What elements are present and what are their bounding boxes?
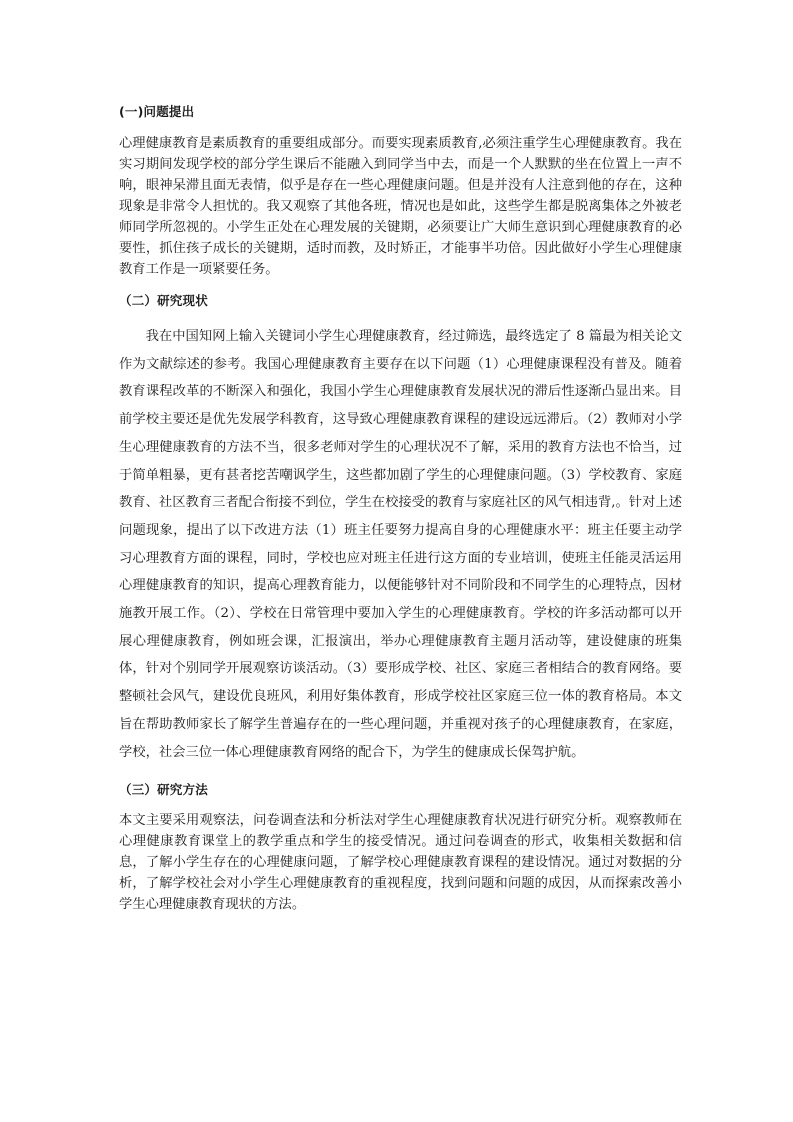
section-body-research-method: 本文主要采用观察法，问卷调查法和分析法对学生心理健康教育状况进行研究分析。观察教师在心理健康教育课堂上的教学重点和学生的接受情况。通过问卷调查的形式，收集相关数据和信息，了解小学生存在的心理健康问题，了解学校心理健康教育课程的建设情况。通过对数据的分析，了解学校社会对小学生心理健康教育的重视程度，找到问题和问题的成因，从而探索改善小学生心理健康教育现状的方法。 — [119, 813, 682, 913]
section-heading-problem: (一)问题提出 — [119, 104, 195, 119]
section-body-research-status: 我在中国知网上输入关键词小学生心理健康教育，经过筛选，最终选定了 8 篇最为相关论文作为文献综述的参考。我国心理健康教育主要存在以下问题（1）心理健康课程没有普及。随着教育课程改革的不断深入和强化，我国小学生心理健康教育发展状况的滞后性逐渐凸显出来。目前学校主要还是优先发展学科教育，这导致心理健康教育课程的建设远远滞后。（2）教师对小学生心理健康教育的方法不当，很多老师对学生的心理状况不了解，采用的教育方法也不恰当，过于简单粗暴，更有甚者挖苦嘲讽学生，这些都加剧了学生的心理健康问题。（3）学校教育、家庭教育、社区教育三者配合衔接不到位，学生在校接受的教育与家庭社区的风气相违背,。针对上述问题现象，提出了以下改进方法（1）班主任要努力提高自身的心理健康水平：班主任要主动学习心理教育方面的课程，同时，学校也应对班主任进行这方面的专业培训，使班主任能灵活运用心理健康教育的知识，提高心理教育能力，以便能够针对不同阶段和不同学生的心理特点，因材施教开展工作。（2）、学校在日常管理中要加入学生的心理健康教育。学校的许多活动都可以开展心理健康教育，例如班会课，汇报演出，举办心理健康教育主题月活动等，建设健康的班集体，针对个别同学开展观察访谈活动。（3）要形成学校、社区、家庭三者相结合的教育网络。要整顿社会风气，建设优良班风，利用好集体教育，形成学校社区家庭三位一体的教育格局。本文旨在帮助教师家长了解学生普遍存在的一些心理问题，并重视对孩子的心理健康教育，在家庭，学校，社会三位一体心理健康教育网络的配合下，为学生的健康成长保驾护航。 — [119, 329, 682, 760]
section-heading-research-method: （三）研究方法 — [119, 782, 208, 798]
section-body-problem: 心理健康教育是素质教育的重要组成部分。而要实现素质教育,必须注重学生心理健康教育。我在实习期间发现学校的部分学生课后不能融入到同学当中去，而是一个人默默的坐在位置上一声不响，眼神呆滞且面无表情，似乎是存在一些心理健康问题。但是并没有人注意到他的存在，这种现象是非常令人担忧的。我又观察了其他各班，情况也是如此，这些学生都是脱离集体之外被老师同学所忽视的。小学生正处在心理发展的关键期，必须要让广大师生意识到心理健康教育的必要性，抓住孩子成长的关键期，适时而教，及时矫正，才能事半功倍。因此做好小学生心理健康教育工作是一项紧要任务。 — [119, 136, 682, 277]
section-heading-research-status: （二）研究现状 — [119, 293, 208, 308]
document-page — [119, 102, 682, 915]
